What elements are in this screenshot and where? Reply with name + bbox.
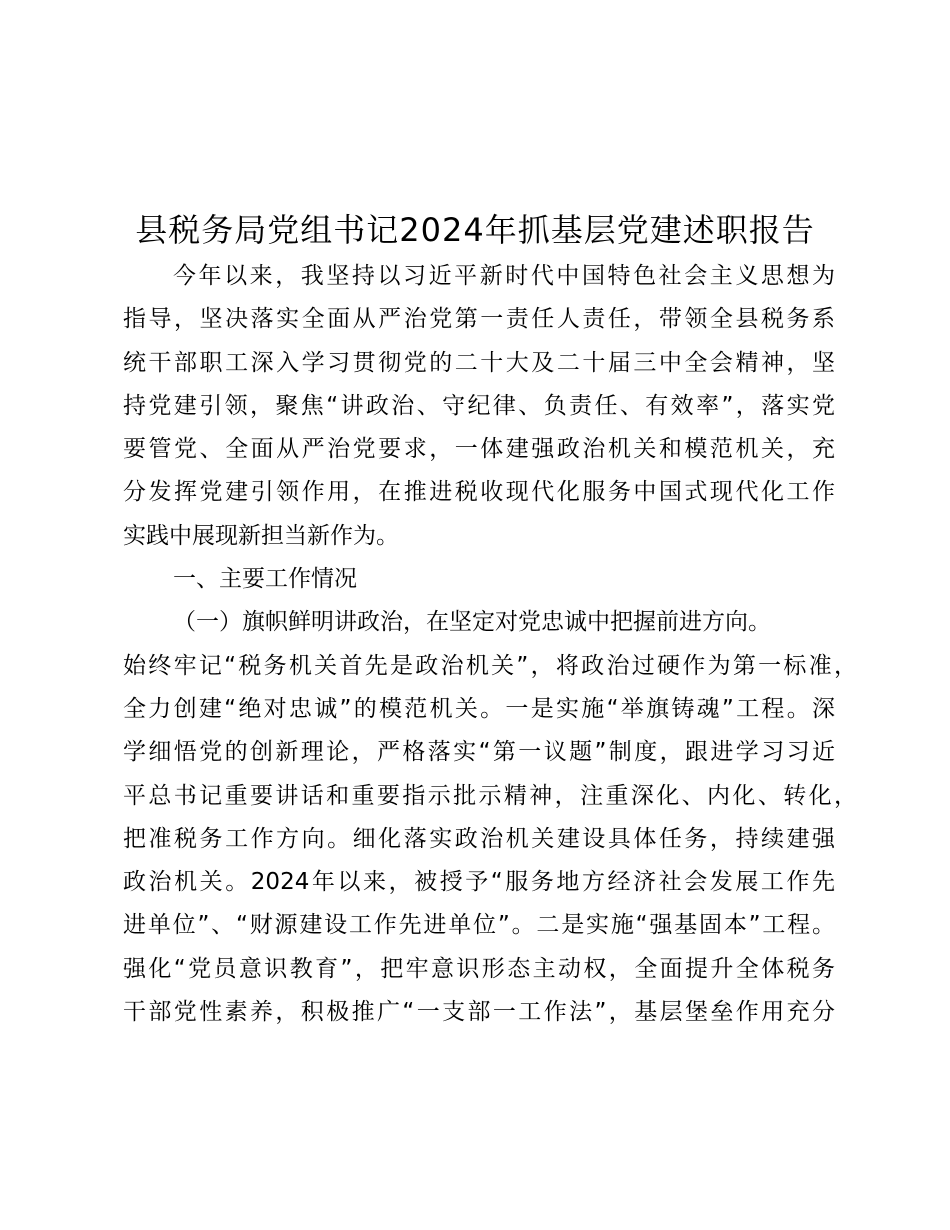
paragraph-line: 进单位”、“财源建设工作先进单位”。二是实施“强基固本”工程。 [123, 912, 835, 939]
paragraph-line: 要管党、全面从严治党要求，一体建强政治机关和模范机关，充 [123, 436, 835, 463]
paragraph-line: 把准税务工作方向。细化落实政治机关建设具体任务，持续建强 [123, 825, 835, 852]
section-heading: 一、主要工作情况 [173, 566, 357, 593]
paragraph-line: 实践中展现新担当新作为。 [123, 522, 399, 549]
paragraph-line: 指导，坚决落实全面从严治党第一责任人责任，带领全县税务系 [123, 306, 835, 333]
paragraph-line: 学细悟党的创新理论，严格落实“第一议题”制度，跟进学习习近 [123, 739, 835, 766]
paragraph-line: 分发挥党建引领作用，在推进税收现代化服务中国式现代化工作 [123, 479, 835, 506]
subsection-heading: （一）旗帜鲜明讲政治，在坚定对党忠诚中把握前进方向。 [173, 609, 771, 636]
paragraph-line: 干部党性素养，积极推广“一支部一工作法”，基层堡垒作用充分 [123, 999, 835, 1026]
paragraph-line: 今年以来，我坚持以习近平新时代中国特色社会主义思想为 [173, 263, 835, 289]
paragraph-line: 强化“党员意识教育”，把牢意识形态主动权，全面提升全体税务 [123, 955, 835, 982]
paragraph-line: 全力创建“绝对忠诚”的模范机关。一是实施“举旗铸魂”工程。深 [123, 695, 835, 722]
document-title: 县税务局党组书记2024年抓基层党建述职报告 [135, 211, 815, 249]
paragraph-line: 始终牢记“税务机关首先是政治机关”，将政治过硬作为第一标准， [123, 652, 857, 679]
document-body [123, 255, 857, 1034]
paragraph-line: 统干部职工深入学习贯彻党的二十大及二十届三中全会精神，坚 [123, 349, 835, 376]
paragraph-line: 平总书记重要讲话和重要指示批示精神，注重深化、内化、转化， [123, 782, 857, 809]
paragraph-line: 持党建引领，聚焦“讲政治、守纪律、负责任、有效率”，落实党 [123, 392, 835, 419]
paragraph-line: 政治机关。2024年以来，被授予“服务地方经济社会发展工作先 [123, 869, 835, 896]
